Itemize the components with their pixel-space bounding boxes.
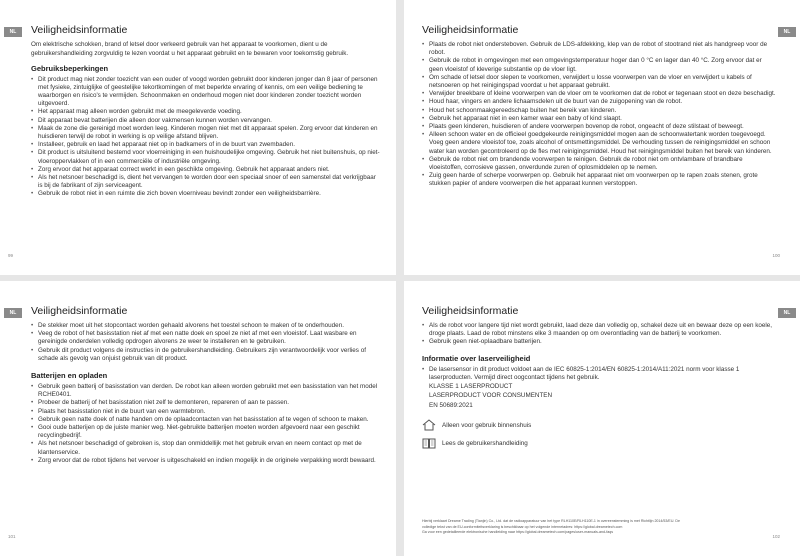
language-tag: NL: [778, 308, 796, 318]
read-manual-label: Lees de gebruikershandleiding: [442, 439, 528, 447]
list-item: • De stekker moet uit het stopcontact worden gehaald alvorens het toestel schoon te maken of te onderhouden.: [31, 322, 381, 330]
list-item: • Veeg de robot of het basisstation niet af met een natte doek en spoel ze niet af met een vloeistof. Laat wasbare en gereinigde onderdelen volledig opdrogen alvorens ze weer te installeren en te gebruiken.: [31, 330, 381, 346]
list-item: • Gebruik geen niet-oplaadbare batterijen.: [422, 338, 776, 346]
list-item: • Verwijder breekbare of kleine voorwerpen van de vloer om te voorkomen dat de robot er tegenaan stoot en deze beschadigt.: [422, 90, 776, 98]
laser-class-line: KLASSE 1 LASERPRODUCT: [429, 383, 513, 391]
list-item: • Maak de zone die gereinigd moet worden leeg. Kinderen mogen niet met dit apparaat spelen. Zorg ervoor dat kinderen en huisdieren terwijl de robot in werking is op veilige afstand blijven.: [31, 125, 381, 141]
language-tag: NL: [4, 27, 22, 37]
page-101: [0, 281, 396, 556]
page-number: 99: [8, 253, 14, 258]
footnote-line: Ga voor een gedetailleerde elektronische handleiding naar https://global.dreametech.com/pages/user-manuals-and-faqs: [422, 529, 613, 534]
usage-restrictions-list: [31, 76, 381, 199]
list-item: • Probeer de batterij of het basisstation niet zelf te demonteren, repareren of aan te passen.: [31, 399, 381, 407]
list-item: • Gebruik geen batterij of basisstation van derden. De robot kan alleen worden gebruikt met een basisstation van het model RCHE0401.: [31, 383, 381, 399]
page-99-content: [31, 24, 381, 199]
page-99: [0, 0, 396, 275]
list-item: • Als het netsnoer beschadigd of gebroken is, stop dan onmiddellijk met het gebruik ervan en neem contact op met de klantenservice.: [31, 440, 381, 456]
list-item: • Als het netsnoer beschadigd is, dient het vervangen te worden door een speciaal snoer of een samenstel dat verkrijgbaar is bij de fabrikant of zijn serviceagent.: [31, 174, 381, 190]
declaration-footnote: [422, 519, 778, 535]
list-item: • Zuig geen harde of scherpe voorwerpen op. Gebruik het apparaat niet om voorwerpen op te rapen zoals stenen, grote stukken papier of andere voorwerpen die het apparaat kunnen verstoppen.: [422, 172, 776, 188]
list-item: • Gebruik dit product volgens de instructies in de gebruikershandleiding. Gebruikers zijn verantwoordelijk voor verlies of schade als gevolg van onjuist gebruik van dit product.: [31, 347, 381, 363]
list-item: • Het apparaat mag alleen worden gebruikt met de meegeleverde voeding.: [31, 108, 381, 116]
page-number: 102: [772, 534, 780, 539]
page-number: 101: [8, 534, 16, 539]
house-icon: [422, 419, 436, 431]
list-item: • Houd haar, vingers en andere lichaamsdelen uit de buurt van de zuigopening van de robot.: [422, 98, 776, 106]
safety-list: [422, 41, 776, 189]
list-item: • Gooi oude batterijen op de juiste manier weg. Niet-gebruikte batterijen moeten worden afgevoerd naar een geschikt recyclingbedrijf.: [31, 424, 381, 440]
list-item: • Als de robot voor langere tijd niet wordt gebruikt, laad deze dan volledig op, schakel deze uit en bewaar deze op een koele, droge plaats. Laad de robot minstens elke 3 maanden op om overontlading van de batterij te voorkomen.: [422, 322, 776, 338]
list-item: • Om schade of letsel door slepen te voorkomen, verwijdert u losse voorwerpen van de vloer en verwijdert u kabels of netsnoeren op het reinigingspad voordat u het apparaat gebruikt.: [422, 74, 776, 90]
list-item: • Dit product mag niet zonder toezicht van een ouder of voogd worden gebruikt door kinderen jonger dan 8 jaar of personen met fysieke, zintuiglijke of geestelijke tekortkomingen of met beperkte ervaring of kennis, om een veilige bediening te waarborgen en risico's te vermijden. Schoonmaken en onderhoud mogen niet door kinderen zonder toezicht worden uitgevoerd.: [31, 76, 381, 109]
language-tag: NL: [4, 308, 22, 318]
indoor-use-label: Alleen voor gebruik binnenshuis: [442, 421, 532, 429]
language-tag: NL: [778, 27, 796, 37]
laser-class-line: EN 50689:2021: [429, 401, 473, 409]
list-item: • Houd het schoonmaakgereedschap buiten het bereik van kinderen.: [422, 107, 776, 115]
laser-class-line: LASERPRODUCT VOOR CONSUMENTEN: [429, 392, 553, 400]
list-item: • Zorg ervoor dat de robot tijdens het vervoer is uitgeschakeld en indien mogelijk in de originele verpakking wordt bewaard.: [31, 457, 381, 465]
page-title: Veiligheidsinformatie: [422, 24, 519, 36]
section-title: Informatie over laserveiligheid: [422, 353, 531, 363]
list-item: • Gebruik geen natte doek of natte handen om de oplaadcontacten van het basisstation af te vegen of schoon te maken.: [31, 416, 381, 424]
list-item: • Plaats geen kinderen, huisdieren of andere voorwerpen bovenop de robot, ongeacht of deze stilstaat of beweegt.: [422, 123, 776, 131]
list-item: • De lasersensor in dit product voldoet aan de IEC 60825-1:2014/EN 60825-1:2014/A11:2021 norm voor klasse 1 laserproducten. Vermijd direct oogcontact tijdens het gebruik.: [422, 366, 776, 382]
page-title: Veiligheidsinformatie: [31, 24, 128, 36]
laser-list: [422, 366, 776, 382]
page-title: Veiligheidsinformatie: [422, 305, 519, 317]
list-item: • Gebruik de robot in omgevingen met een omgevingstemperatuur hoger dan 0 °C en lager dan 40 °C. Zorg ervoor dat er geen vloeistof of kleverige substantie op de vloer ligt.: [422, 57, 776, 73]
read-manual-row: [422, 437, 776, 449]
list-item: • Plaats de robot niet ondersteboven. Gebruik de LDS-afdekking, klep van de robot of stootrand niet als handgreep voor de robot.: [422, 41, 776, 57]
footnote-line: volledige tekst van de EU-conformiteitsverklaring is beschikbaar op het volgende internetadres: https://global.dreametech.com: [422, 524, 623, 529]
battery-list: [31, 383, 381, 465]
list-item: • Installeer, gebruik en laad het apparaat niet op in badkamers of in de buurt van zwembaden.: [31, 141, 381, 149]
page-102-content: [422, 305, 776, 449]
page-102: [404, 281, 800, 556]
list-item: • Gebruik de robot niet om brandende voorwerpen te reinigen. Gebruik de robot niet om ontvlambare of brandbare vloeistoffen, corrosieve gassen, onverdunde zuren of oplosmiddelen op te nemen.: [422, 156, 776, 172]
list-item: • Zorg ervoor dat het apparaat correct werkt in een geschikte omgeving. Gebruik het apparaat anders niet.: [31, 166, 381, 174]
page-title: Veiligheidsinformatie: [31, 305, 128, 317]
page-number: 100: [772, 253, 780, 258]
list-item: • Gebruik het apparaat niet in een kamer waar een baby of kind slaapt.: [422, 115, 776, 123]
list-item: • Dit apparaat bevat batterijen die alleen door vakmensen kunnen worden vervangen.: [31, 117, 381, 125]
list-item: • Plaats het basisstation niet in de buurt van een warmtebron.: [31, 408, 381, 416]
section-title: Gebruiksbeperkingen: [31, 63, 109, 73]
indoor-use-row: [422, 419, 776, 431]
intro-text: Om elektrische schokken, brand of letsel door verkeerd gebruik van het apparaat te voorkomen, dient u de gebruikershandleiding zorgvuldig te lezen voordat u het apparaat gebruikt en te bewaren voor toekomstig gebruik.: [31, 41, 349, 57]
page-100-content: [422, 24, 776, 189]
safety-list: [422, 322, 776, 347]
list-item: • Alleen schoon water en de officieel goedgekeurde reinigingsmiddel mogen aan de schoonwatertank worden toegevoegd. Voeg geen andere vloeistof toe, zoals alcohol of ontsmettingsmiddel. De verhouding tussen de reinigingsmiddel en schoon water kan worden gecontroleerd op de fles met reinigingsmiddel. Houd het reinigingsmiddel buiten het bereik van kinderen.: [422, 131, 776, 156]
book-icon: [422, 437, 436, 449]
list-item: • Gebruik de robot niet in een ruimte die zich boven vloerniveau bevindt zonder een veiligheidsbarrière.: [31, 190, 381, 198]
page-101-content: [31, 305, 381, 465]
list-item: • Dit product is uitsluitend bestemd voor vloerreiniging in een huishoudelijke omgeving. Gebruik het niet buitenshuis, op niet-vloeroppervlakken of in een commerciële of industriële omgeving.: [31, 149, 381, 165]
page-100: [404, 0, 800, 275]
section-title: Batterijen en opladen: [31, 371, 108, 381]
safety-list: [31, 322, 381, 363]
footnote-line: Hierbij verklaart Dreame Trading (Tianjin) Co., Ltd. dat de radioapparatuur van het type RLH110E/RLH110E-1 in overeenstemming is met Richtlijn 2014/53/EU. De: [422, 519, 681, 524]
